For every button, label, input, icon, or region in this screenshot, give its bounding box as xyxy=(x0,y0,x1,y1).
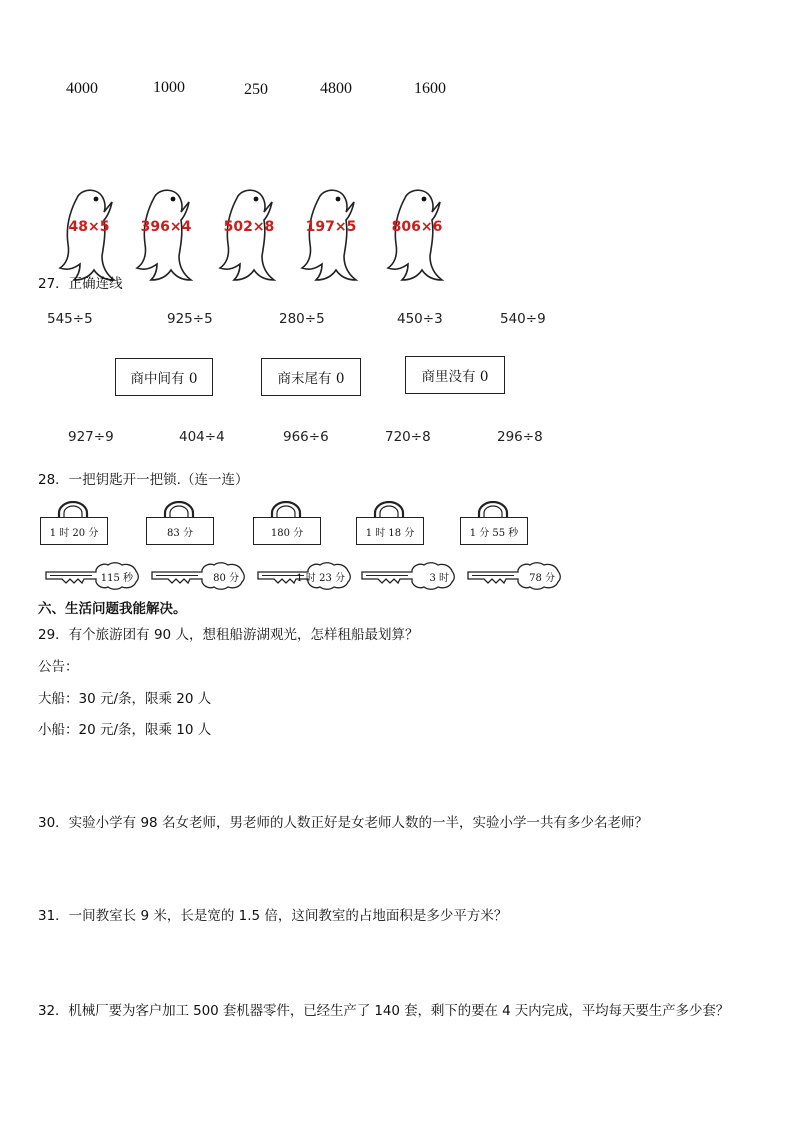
division-expression[interactable]: 540÷9 xyxy=(500,311,546,327)
small-boat-info: 小船：20 元/条，限乘 10 人 xyxy=(38,722,212,738)
ghost-shape xyxy=(386,184,448,284)
division-expression[interactable]: 450÷3 xyxy=(397,311,443,327)
key[interactable] xyxy=(466,562,561,590)
ghost-expression: 197×5 xyxy=(305,219,357,235)
big-boat-info: 大船：30 元/条，限乘 20 人 xyxy=(38,691,212,707)
ghost-expression: 806×6 xyxy=(391,219,443,235)
answer-number: 250 xyxy=(244,81,268,98)
question-30: 30．实验小学有 98 名女老师，男老师的人数正好是女老师人数的一半，实验小学一共有多少名老师？ xyxy=(38,815,648,831)
key-label: 115 秒 xyxy=(100,573,133,584)
notice-label: 公告： xyxy=(38,659,79,675)
division-expression[interactable]: 296÷8 xyxy=(497,429,543,445)
key[interactable] xyxy=(256,562,351,590)
category-box[interactable]: 商中间有 0 xyxy=(115,358,213,396)
division-expression[interactable]: 925÷5 xyxy=(167,311,213,327)
key-label: 80 分 xyxy=(213,573,239,584)
ghost-shape xyxy=(58,184,120,284)
lock[interactable] xyxy=(40,501,110,545)
lock-label: 1 时 20 分 xyxy=(40,517,108,545)
division-expression[interactable]: 404÷4 xyxy=(179,429,225,445)
ghost-shape xyxy=(300,184,362,284)
ghost-shape xyxy=(135,184,197,284)
ghost-expression: 48×5 xyxy=(68,219,110,235)
division-expression[interactable]: 280÷5 xyxy=(279,311,325,327)
lock-label: 1 分 55 秒 xyxy=(460,517,528,545)
key[interactable] xyxy=(150,562,245,590)
question-29: 29．有个旅游团有 90 人，想租船游湖观光，怎样租船最划算？ xyxy=(38,627,419,643)
question-28-title: 28．一把钥匙开一把锁.（连一连） xyxy=(38,472,249,488)
lock[interactable] xyxy=(253,501,323,545)
answer-number: 4000 xyxy=(66,80,98,97)
division-expression[interactable]: 927÷9 xyxy=(68,429,114,445)
question-27-title: 27．正确连线 xyxy=(38,276,123,292)
lock[interactable] xyxy=(146,501,216,545)
key-label: 3 时 xyxy=(429,573,449,584)
lock-label: 1 时 18 分 xyxy=(356,517,424,545)
question-32: 32．机械厂要为客户加工 500 套机器零件，已经生产了 140 套，剩下的要在 4 天内完成，平均每天要生产多少套？ xyxy=(38,1003,730,1019)
division-expression[interactable]: 720÷8 xyxy=(385,429,431,445)
division-expression[interactable]: 545÷5 xyxy=(47,311,93,327)
lock-label: 83 分 xyxy=(146,517,214,545)
answer-number: 1000 xyxy=(153,79,185,96)
ghost-shape xyxy=(218,184,280,284)
lock[interactable] xyxy=(460,501,530,545)
category-box[interactable]: 商末尾有 0 xyxy=(261,358,361,396)
ghost-expression: 502×8 xyxy=(223,219,275,235)
division-expression[interactable]: 966÷6 xyxy=(283,429,329,445)
key-label: 78 分 xyxy=(529,573,555,584)
question-31: 31．一间教室长 9 米，长是宽的 1.5 倍，这间教室的占地面积是多少平方米？ xyxy=(38,908,508,924)
category-box[interactable]: 商里没有 0 xyxy=(405,356,505,394)
lock-label: 180 分 xyxy=(253,517,321,545)
key-label: 1 时 23 分 xyxy=(296,573,345,584)
ghost-expression: 396×4 xyxy=(140,219,192,235)
lock[interactable] xyxy=(356,501,426,545)
answer-number: 1600 xyxy=(414,80,446,97)
section-heading: 六、生活问题我能解决。 xyxy=(38,601,187,617)
key[interactable] xyxy=(360,562,455,590)
key[interactable] xyxy=(44,562,139,590)
answer-number: 4800 xyxy=(320,80,352,97)
